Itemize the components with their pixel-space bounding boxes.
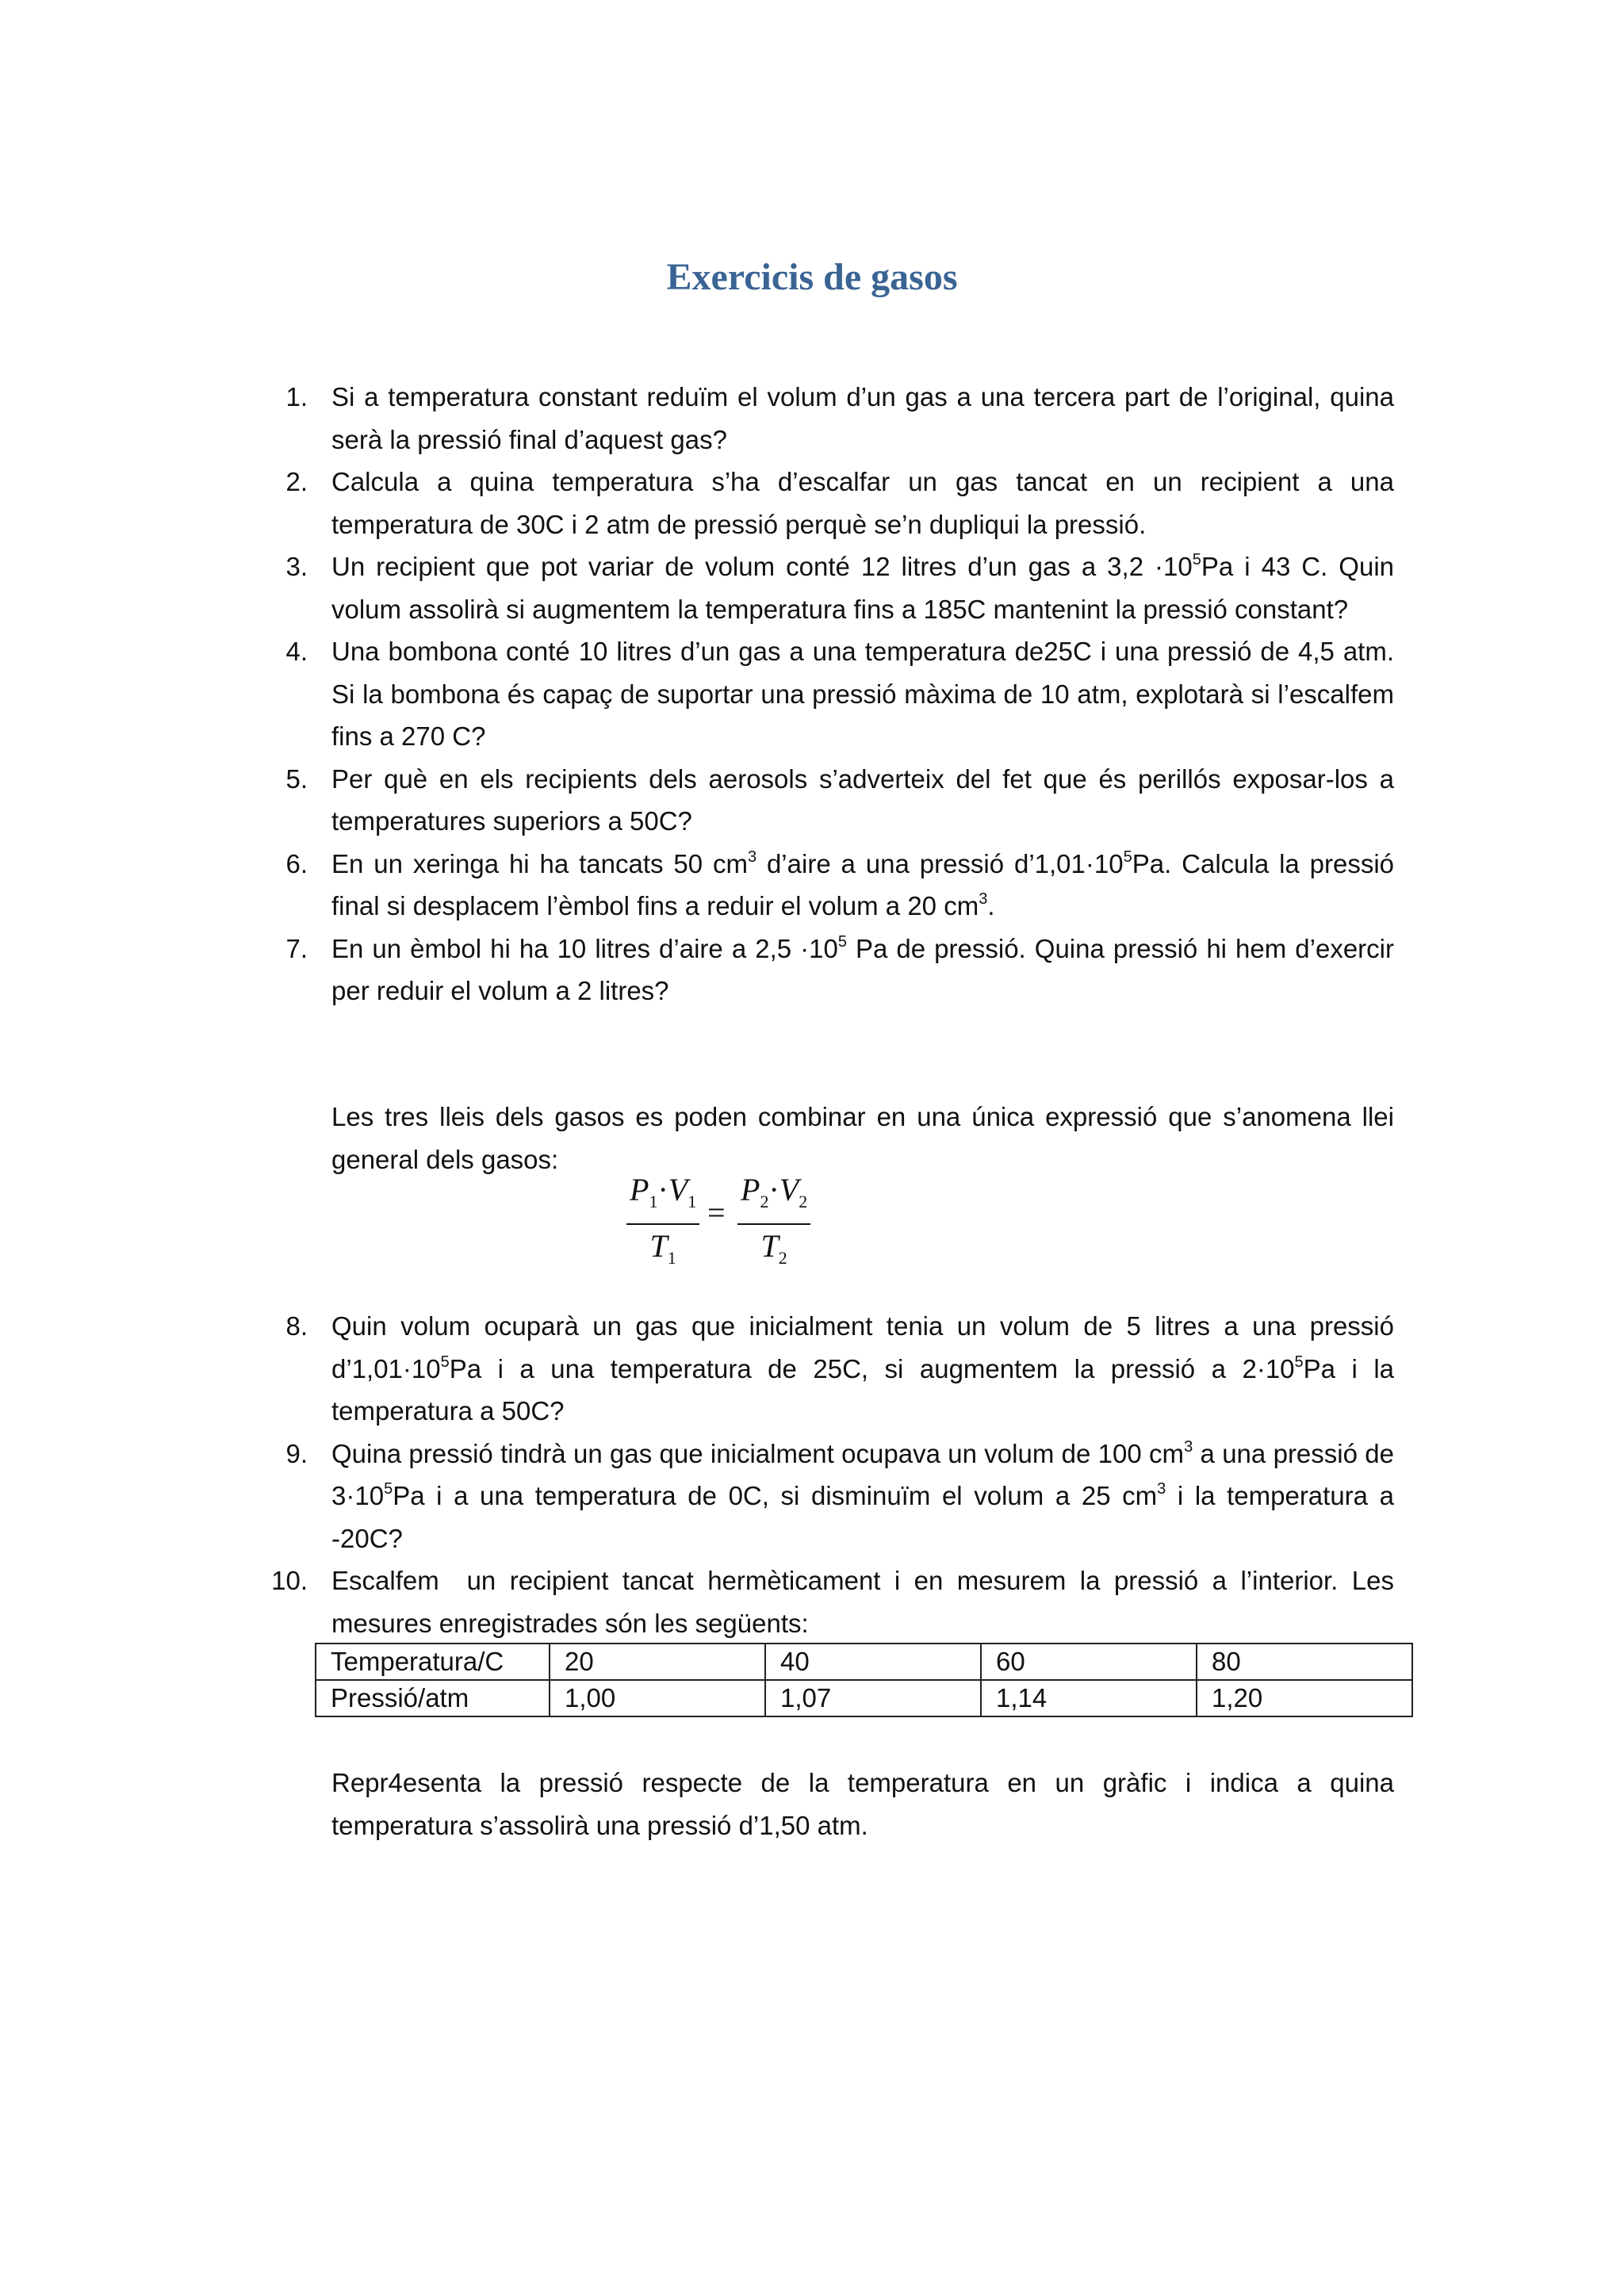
table-cell: 1,14 (981, 1680, 1197, 1716)
question-item (270, 1559, 1396, 1644)
table-cell: 80 (1197, 1644, 1412, 1680)
question-item (270, 1305, 1396, 1433)
question-number: 4. (285, 637, 308, 666)
table-cell: 1,20 (1197, 1680, 1412, 1716)
question-text: Quin volum ocuparà un gas que inicialment tenia un volum de 5 litres a una pressió $d’1,01\cdot 10^5Pa$ i a una temperatura de 25C, si augmentem la pressió a $2\cdot 10^5Pa$ i la temperatura a 50C? (331, 1311, 1395, 1425)
table-row-header: Pressió/atm (316, 1680, 550, 1716)
table-cell: 40 (765, 1644, 981, 1680)
question-text: Per què en els recipients dels aerosols s’adverteix del fet que és perillós exposar-los a temperatures superiors a 50C? (331, 763, 1394, 836)
question-item (270, 461, 1396, 545)
question-text: En un èmbol hi ha 10 litres d’aire a $2,5 \cdot 10^5$ Pa de pressió. Quina pressió hi hem d’exercir per reduir el volum a 2 litres? (331, 932, 1394, 1005)
formula-left-fraction: $P_1\cdot V_1$ $T_1$ (626, 1170, 699, 1278)
table-row (316, 1644, 1412, 1680)
question-number: 5. (285, 763, 308, 794)
question-number: 8. (285, 1311, 308, 1341)
question-number: 2. (285, 467, 308, 496)
table-cell: 20 (550, 1644, 765, 1680)
question-list-b (270, 1305, 1396, 1644)
page-title: Exercicis de gasos (666, 256, 958, 298)
intro-paragraph: Les tres lleis dels gasos es poden combinar en una única expressió que s’anomena llei general dels gasos: (331, 1102, 1394, 1174)
formula-right-fraction: $P_2\cdot V_2$ $T_2$ (737, 1170, 810, 1278)
question-number: 7. (285, 933, 308, 963)
table-cell: 1,07 (765, 1680, 981, 1716)
formula-equals: = (707, 1195, 726, 1230)
question-item (270, 545, 1396, 630)
question-text: Escalfem un recipient tancat hermèticament i en mesurem la pressió a l’interior. Les mesures enregistrades són les següents: (331, 1566, 1394, 1638)
table-cell: 60 (981, 1644, 1197, 1680)
question-number: 3. (285, 552, 308, 581)
table-row (316, 1680, 1412, 1716)
question-item (270, 1433, 1396, 1560)
final-paragraph: Repr4esenta la pressió respecte de la temperatura en un gràfic i indica a quina temperatura s’assolirà una pressió d’1,50 atm. (331, 1768, 1394, 1840)
question-text: Una bombona conté 10 litres d’un gas a una temperatura de25C i una pressió de 4,5 atm. Si la bombona és capaç de suportar una pressió màxima de 10 atm, explotarà si l’escalfem fins a 270 C? (331, 637, 1394, 751)
question-item (270, 758, 1396, 843)
question-number: 10. (271, 1566, 308, 1595)
question-number: 1. (285, 382, 308, 411)
question-text: Quina pressió tindrà un gas que inicialment ocupava un volum de 100 $cm^3$ a una pressió de $3\cdot 10^5Pa$ i a una temperatura de 0C, si disminuïm el volum a 25 $cm^3$ i la temperatura a -20C? (331, 1437, 1394, 1553)
table-row-header: Temperatura/C (316, 1644, 550, 1680)
table-cell: 1,00 (550, 1680, 765, 1716)
question-number: 9. (285, 1438, 308, 1468)
question-text: Si a temperatura constant reduïm el volum d’un gas a una tercera part de l’original, quina serà la pressió final d’aquest gas? (331, 382, 1394, 454)
question-text: Calcula a quina temperatura s’ha d’escalfar un gas tancat en un recipient a una temperatura de 30C i 2 atm de pressió perquè se’n dupliqui la pressió. (331, 467, 1394, 539)
question-number: 6. (285, 848, 308, 878)
question-item (270, 376, 1396, 461)
question-text: Un recipient que pot variar de volum conté 12 litres d’un gas a $3,2 \cdot 10^5Pa$ i 43 C. Quin volum assolirà si augmentem la temperatura fins a 185C mantenint la pressió constant? (331, 551, 1395, 624)
question-list-a (270, 376, 1396, 1012)
gas-law-formula (626, 1170, 833, 1268)
question-item (270, 843, 1396, 928)
question-item (270, 630, 1396, 758)
measurements-table (315, 1643, 1413, 1717)
question-item (270, 928, 1396, 1012)
question-text: En un xeringa hi ha tancats 50 $cm^3$ d’aire a una pressió $d’1,01\cdot 10^5Pa$. Calcula la pressió final si desplacem l’èmbol fins a reduir el volum a 20 $cm^3$. (331, 848, 1395, 920)
